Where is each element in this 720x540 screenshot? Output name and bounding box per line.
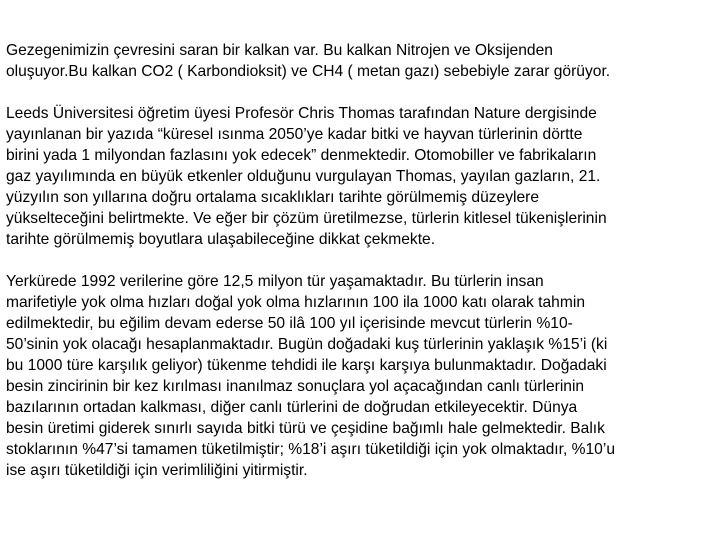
paragraph-ozone-shield [6,40,718,82]
text-line: besin zincirinin bir kez kırılması inanılmaz sonuçlara yol açacağından canlı türlerinin [6,378,585,395]
text-line: besin üretimi giderek sınırlı sayıda bitki türü ve çeşidine bağımlı hale gelmektedir. Balık [6,420,605,437]
text-line: bazılarının ortadan kalkması, diğer canlı türlerini de doğrudan etkileyecektir. Dünya [6,399,578,416]
text-line: tarihte görülmemiş boyutlara ulaşabileceğine dikkat çekmekte. [6,231,436,248]
text-line: oluşuyor.Bu kalkan CO2 ( Karbondioksit) ve CH4 ( metan gazı) sebebiyle zarar görüyor. [6,63,611,80]
document-body [6,40,718,481]
text-line: yüzyılın son yıllarına doğru ortalama sıcaklıkları tarihte görülmemiş düzeylere [6,189,540,206]
text-line: Gezegenimizin çevresini saran bir kalkan var. Bu kalkan Nitrojen ve Oksijenden [6,42,553,59]
text-line: marifetiyle yok olma hızları doğal yok olma hızlarının 100 ila 1000 katı olarak tahmin [6,294,585,311]
paragraph-gap [6,250,718,271]
text-line: birini yada 1 milyondan fazlasını yok edecek” denmektedir. Otomobiller ve fabrikaların [6,147,597,164]
paragraph-gap [6,82,718,103]
paragraph-thomas-study [6,103,718,250]
text-line: edilmektedir, bu eğilim devam ederse 50 ilâ 100 yıl içerisinde mevcut türlerin %10- [6,315,573,332]
text-line: ise aşırı tüketildiği için verimliliğini yitirmiştir. [6,462,308,479]
text-line: gaz yayılımında en büyük etkenler olduğunu vurgulayan Thomas, yayılan gazların, 21. [6,168,601,185]
text-line: bu 1000 türe karşılık geliyor) tükenme tehdidi ile karşı karşıya bulunmaktadır. Doğadaki [6,357,607,374]
text-line: yayınlanan bir yazıda “küresel ısınma 2050’ye kadar bitki ve hayvan türlerinin dörtte [6,126,583,143]
text-line: Yerkürede 1992 verilerine göre 12,5 milyon tür yaşamaktadır. Bu türlerin insan [6,273,544,290]
paragraph-species-loss [6,271,718,481]
text-line: stoklarının %47’si tamamen tüketilmiştir; %18’i aşırı tüketildiği için yok olmaktadır, %10’u [6,441,615,458]
text-line: yükselteceğini belirtmekte. Ve eğer bir çözüm üretilmezse, türlerin kitlesel tükenişlerinin [6,210,607,227]
text-line: 50’sinin yok olacağı hesaplanmaktadır. Bugün doğadaki kuş türlerinin yaklaşık %15’i (ki [6,336,608,353]
text-line: Leeds Üniversitesi öğretim üyesi Profesör Chris Thomas tarafından Nature dergisinde [6,105,597,122]
